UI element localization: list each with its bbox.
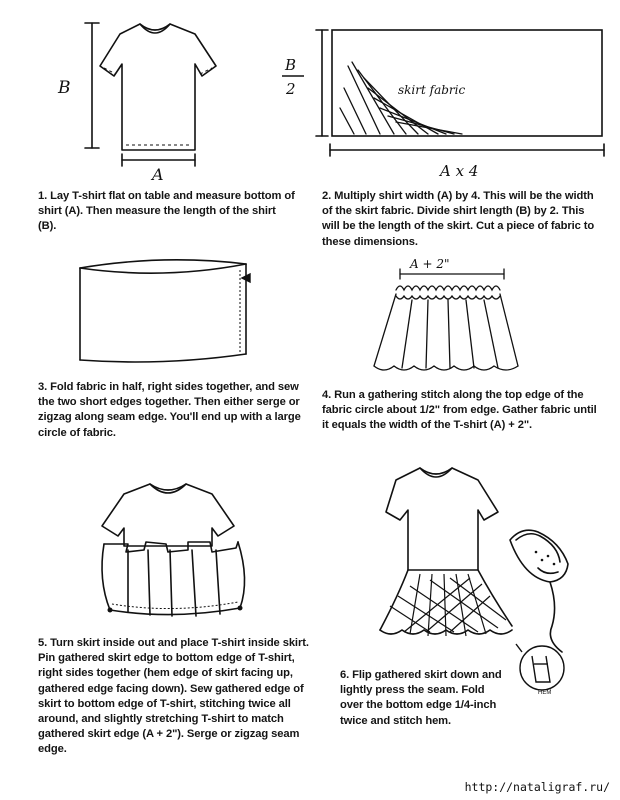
- footer-url: http://nataligraf.ru/: [464, 780, 610, 794]
- label-a: A: [152, 165, 164, 183]
- step-1-text: 1. Lay T-shirt flat on table and measure bottom of shirt (A). Then measure the length of the shirt (B).: [38, 190, 295, 233]
- label-b-half-denominator: 2: [286, 80, 296, 98]
- figure-3-fabric-tube: [68, 250, 268, 378]
- step-5-text: 5. Turn skirt inside out and place T-shirt inside skirt. Pin gathered skirt edge to bottom edge of T-shirt, right sides together (hem edge of skirt facing up, gathered edge facing down). Sew gathered edge of skirt to bottom edge of T-shirt, stitching twice all around, and slightly stretching T-shirt to match gathered skirt edge (A + 2"). Serge or zigzag seam edge.: [38, 637, 309, 756]
- label-skirt-fabric: skirt fabric: [398, 83, 466, 97]
- label-a-plus-2-top: A + 2": [410, 257, 450, 271]
- label-hem: HEM: [538, 690, 552, 696]
- label-b-half-numerator: B: [285, 56, 297, 74]
- figure-5-tshirt-in-skirt: [88, 470, 268, 630]
- label-b-half: [282, 56, 304, 98]
- figure-2-skirt-fabric: [268, 18, 613, 183]
- step-4-text: 4. Run a gathering stitch along the top edge of the fabric circle about 1/2" from edge. Gather fabric until it equals the width of the T-shirt (A) + 2".: [322, 389, 597, 432]
- label-b: B: [58, 78, 71, 98]
- iron-icon: [510, 530, 568, 652]
- hem-detail: [516, 644, 564, 690]
- step-6-text: 6. Flip gathered skirt down and lightly press the seam. Fold over the bottom edge 1/4-inch twice and stitch hem.: [340, 669, 502, 727]
- step-2-text: 2. Multiply shirt width (A) by 4. This will be the width of the skirt fabric. Divide shirt length (B) by 2. This will be the length of the skirt. Cut a piece of fabric to these dimensions.: [322, 190, 595, 248]
- figure-1-tshirt-measure: [40, 8, 240, 183]
- step-3-text: 3. Fold fabric in half, right sides together, and sew the two short edges together. Then either serge or zigzag along seam edge. You'll end up with a large circle of fabric.: [38, 381, 301, 439]
- label-a-times-4: A x 4: [440, 162, 479, 180]
- figure-4-gathered-skirt: [362, 254, 532, 384]
